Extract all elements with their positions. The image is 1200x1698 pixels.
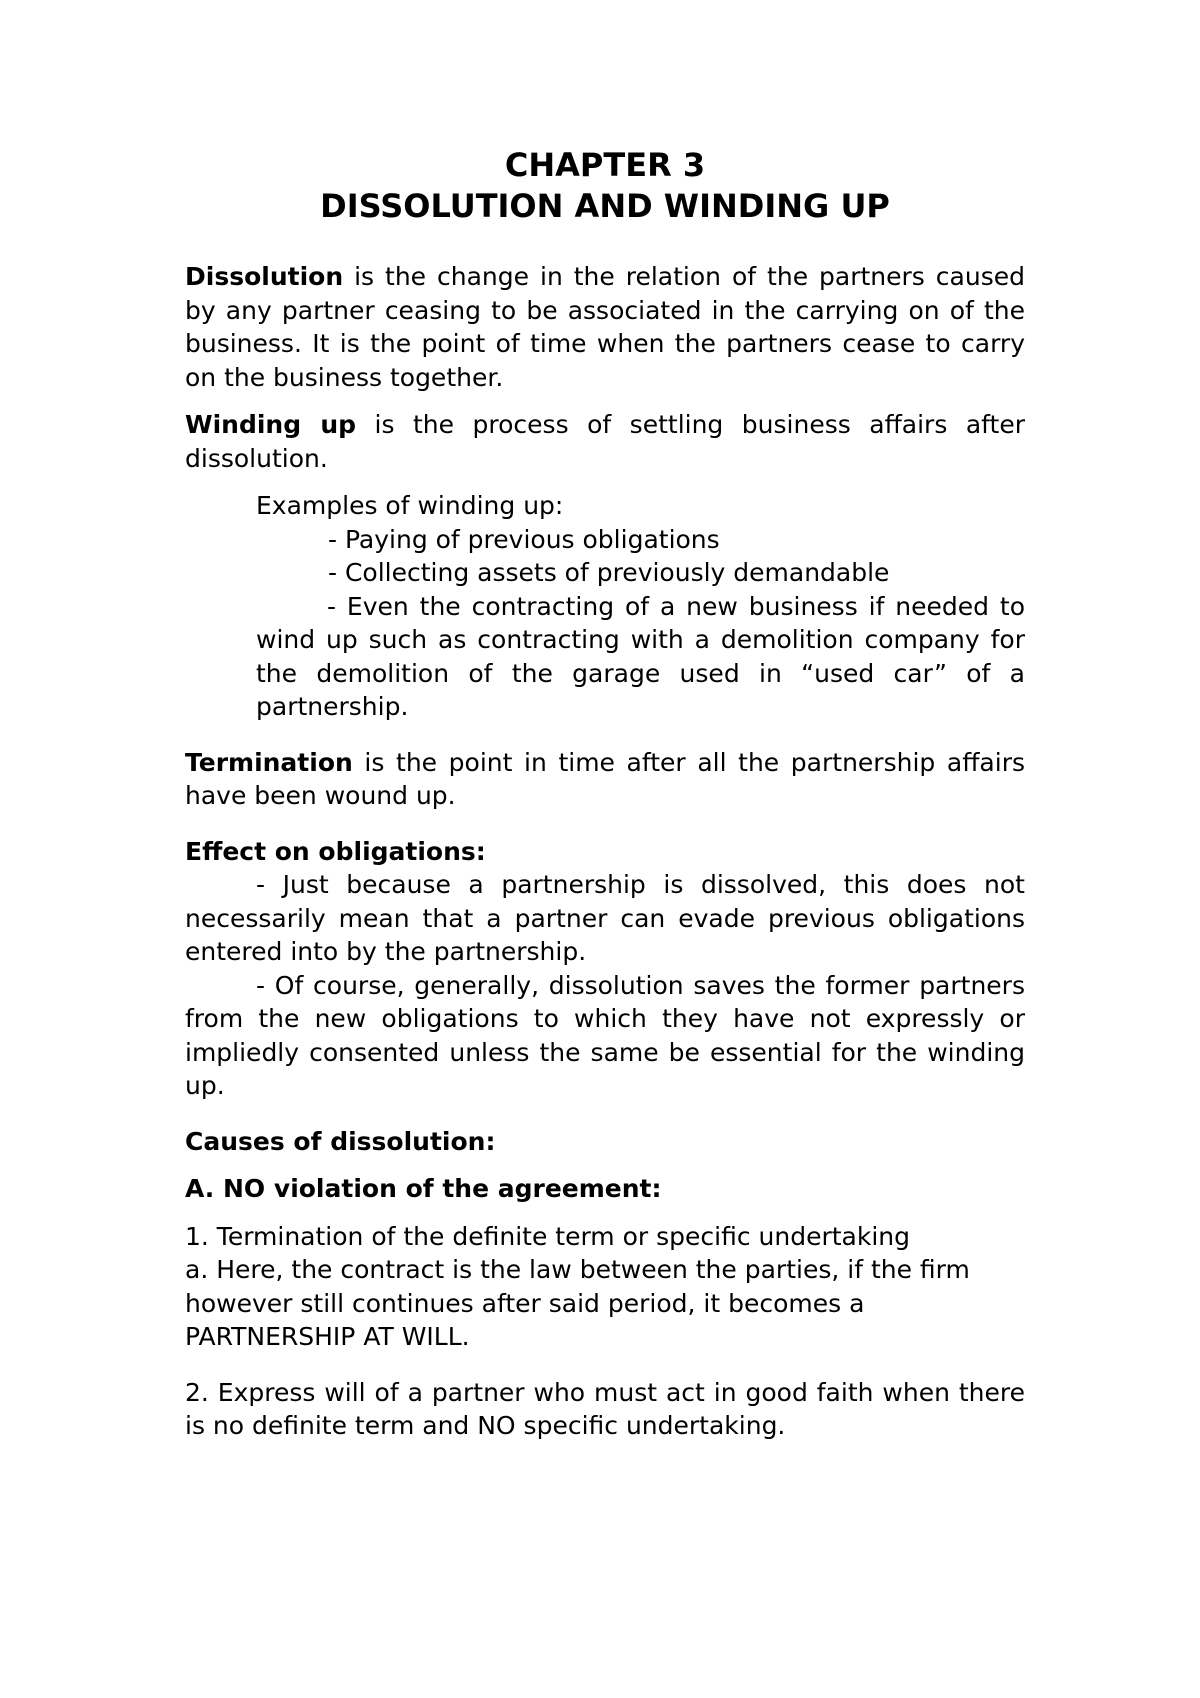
examples-heading: Examples of winding up: [256, 491, 564, 520]
chapter-title: DISSOLUTION AND WINDING UP [320, 187, 890, 225]
effect-heading-text: Effect on obligations: [185, 836, 486, 866]
cause-item-2: 2. Express will of a partner who must act in good faith when there is no definite term and NO specific undertaking. [185, 1377, 1025, 1440]
effect-heading [185, 835, 1025, 869]
termination-paragraph [185, 746, 1025, 813]
termination-term: Termination [185, 747, 353, 777]
winding-up-term: Winding up [185, 410, 357, 439]
termination-definition: is the point in time after all the partnership affairs have been wound up. [185, 747, 1025, 810]
dissolution-definition: is the change in the relation of the partners caused by any partner ceasing to be associated in the carrying on of the business. It is the point of time when the partners cease to carry on the business together. [185, 262, 1025, 392]
document-page [185, 145, 1025, 1443]
dissolution-paragraph [185, 260, 1025, 394]
cause-item-1-subpoint: a. Here, the contract is the law between the parties, if the firm however still continues after said period, it becomes a PARTNERSHIP AT WILL. [185, 1255, 970, 1351]
example-item [185, 590, 1025, 724]
dissolution-term: Dissolution [185, 262, 344, 291]
effect-item: - Of course, generally, dissolution saves the former partners from the new obligations to which they have not expressly or impliedly consented unless the same be essential for the winding up. [185, 970, 1025, 1100]
example-item-text: - Even the contracting of a new business if needed to wind up such as contracting with a demolition company for the demolition of the garage used in “used car” of a partnership. [256, 591, 1025, 721]
example-item: - Collecting assets of previously demandable [328, 558, 890, 587]
causes-heading-text: Causes of dissolution: [185, 1126, 496, 1156]
chapter-number: CHAPTER 3 [504, 146, 706, 184]
cause-item-1-title: 1. Termination of the definite term or specific undertaking [185, 1221, 910, 1251]
winding-up-definition: is the process of settling business affairs after dissolution. [185, 410, 1025, 473]
winding-up-paragraph [185, 408, 1025, 475]
example-item: - Paying of previous obligations [328, 524, 720, 554]
examples-block [185, 489, 1025, 724]
section-a-heading [185, 1172, 1025, 1206]
causes-heading [185, 1125, 1025, 1159]
section-a-heading-text: A. NO violation of the agreement: [185, 1174, 662, 1203]
effect-item: - Just because a partnership is dissolved, this does not necessarily mean that a partner can evade previous obligations entered into by the partnership. [185, 870, 1025, 966]
